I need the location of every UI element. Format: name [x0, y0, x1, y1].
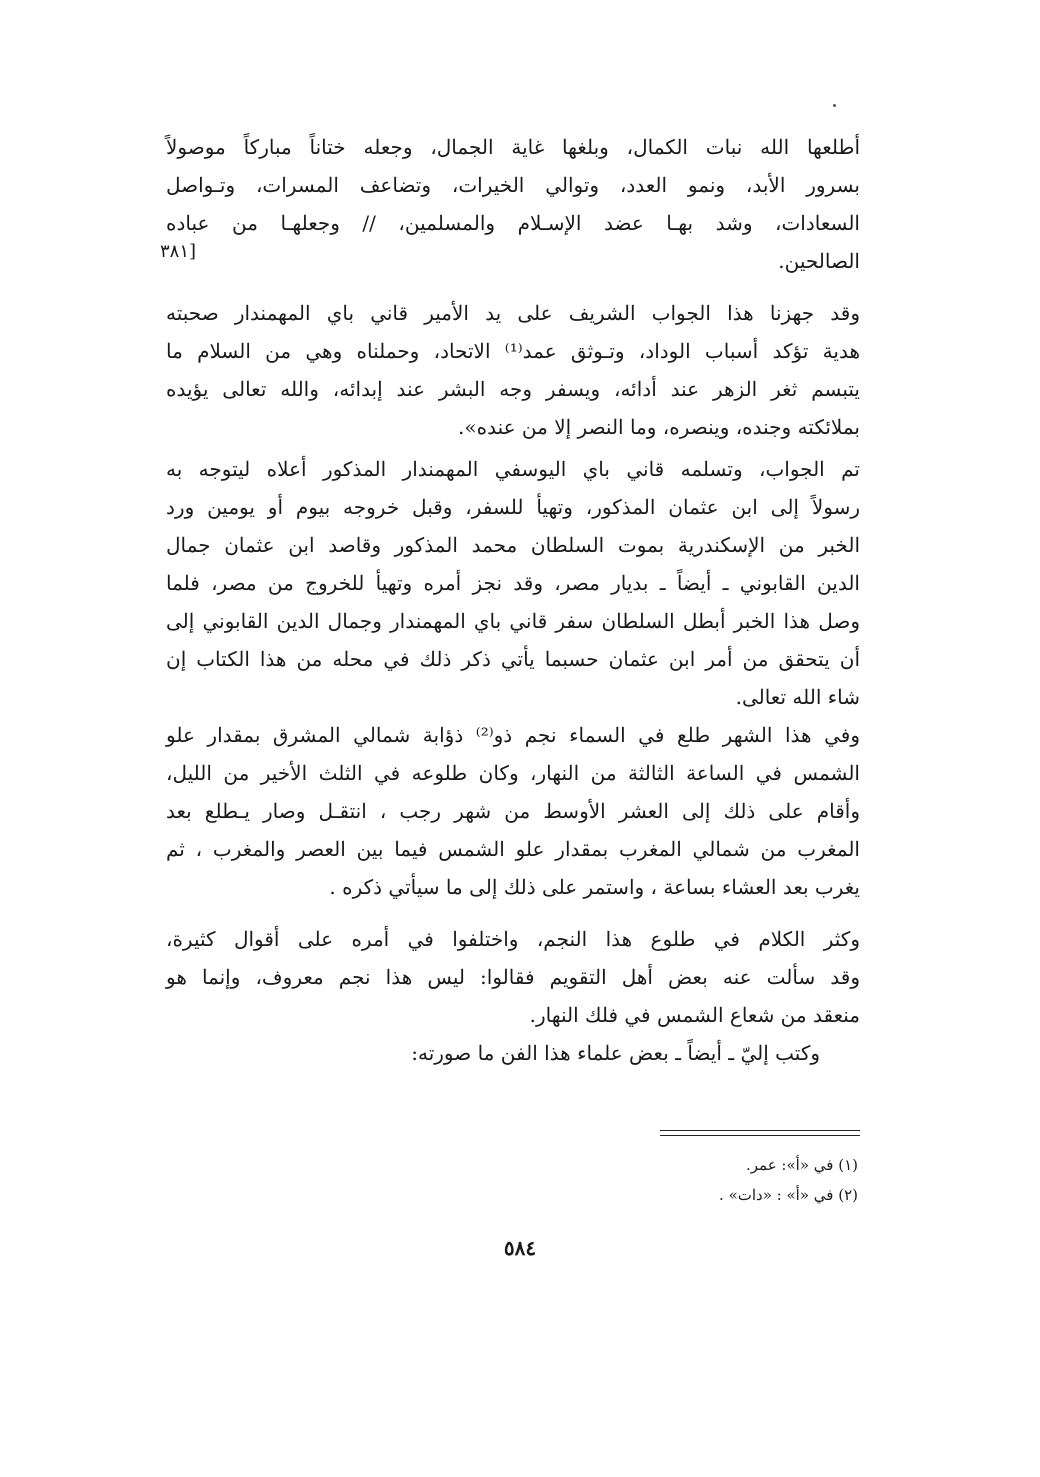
text-line: وصل هذا الخبر أبطل السلطان سفر قاني باي المهمندار وجمال الدين القابوني إلى: [166, 609, 860, 633]
text-line: المغرب من شمالي المغرب بمقدار علو الشمس فيما بين العصر والمغرب ، ثم: [166, 837, 860, 861]
text-line: الدين القابوني ـ أيضاً ـ بديار مصر، وقد نجز أمره وتهيأ للخروج من مصر، فلما: [166, 571, 860, 595]
text-line: يغرب بعد العشاء بساعة ، واستمر على ذلك إلى ما سيأتي ذكره .: [329, 875, 860, 899]
footnote-1: (١) في «أ»: عمر.: [746, 1156, 858, 1174]
footnote-2: (٢) في «أ» : «دات» .: [719, 1186, 858, 1204]
paragraph-1: [166, 128, 860, 280]
text-line: رسولاً إلى ابن عثمان المذكور، وتهيأ للسفر، وقبل خروجه بيوم أو يومين ورد: [166, 495, 860, 519]
text-line: أن يتحقق من أمر ابن عثمان حسبما يأتي ذكر ذلك في محله من هذا الكتاب إن: [166, 647, 860, 671]
text-line: وأقام على ذلك إلى العشر الأوسط من شهر رجب ، انتقـل وصار يـطلع بعد: [166, 799, 860, 823]
text-line: يتبسم ثغر الزهر عند أدائه، ويسفر وجه البشر عند إبدائه، والله تعالى يؤيده: [166, 377, 860, 401]
text-line: بملائكته وجنده، وينصره، وما النصر إلا من عنده».: [458, 415, 860, 439]
page-number: ٥٨٤: [503, 1236, 537, 1260]
marginal-folio-note: [٣٨١: [160, 241, 197, 262]
footnote-separator: [660, 1130, 860, 1136]
text-line: الصالحين.: [778, 249, 860, 273]
paragraph-2: [166, 294, 860, 446]
paragraph-5: [166, 920, 860, 1034]
text-line: الشمس في الساعة الثالثة من النهار، وكان طلوعه في الثلث الأخير من الليل،: [166, 761, 860, 785]
text-line: تم الجواب، وتسلمه قاني باي اليوسفي المهمندار المذكور أعلاه ليتوجه به: [166, 457, 860, 481]
paragraph-4: [166, 716, 860, 906]
text-line: هدية تؤكد أسباب الوداد، وتـوثق عمد⁽¹⁾ الاتحاد، وحملناه وهي من السلام ما: [166, 339, 861, 363]
text-line: وكثر الكلام في طلوع هذا النجم، واختلفوا في أمره على أقوال كثيرة،: [166, 927, 860, 951]
text-line: بسرور الأبد، ونمو العدد، وتوالي الخيرات، وتضاعف المسرات، وتـواصل: [166, 173, 860, 197]
text-line: أطلعها الله نبات الكمال، وبلغها غاية الجمال، وجعله ختاناً مباركاً موصولاً: [166, 135, 860, 159]
text-line: وفي هذا الشهر طلع في السماء نجم ذو⁽²⁾ ذؤابة شمالي المشرق بمقدار علو: [166, 723, 860, 747]
scan-speck: [833, 104, 836, 107]
text-line: شاء الله تعالى.: [735, 685, 860, 709]
text-line: السعادات، وشد بهـا عضد الإسـلام والمسلمين، // وجعلهـا من عباده: [166, 211, 860, 235]
text-line: وقد سألت عنه بعض أهل التقويم فقالوا: ليس هذا نجم معروف، وإنما هو: [166, 965, 860, 989]
text-line: وكتب إليّ ـ أيضاً ـ بعض علماء هذا الفن ما صورته:: [411, 1041, 820, 1065]
text-line: منعقد من شعاع الشمس في فلك النهار.: [529, 1003, 860, 1027]
text-line: وقد جهزنا هذا الجواب الشريف على يد الأمير قاني باي المهمندار صحبته: [166, 301, 860, 325]
paragraph-6: [166, 1034, 860, 1072]
paragraph-3: [166, 450, 860, 716]
text-line: الخبر من الإسكندرية بموت السلطان محمد المذكور وقاصد ابن عثمان جمال: [166, 533, 860, 557]
footnotes: [719, 1150, 858, 1210]
main-text-block: [166, 128, 860, 1072]
